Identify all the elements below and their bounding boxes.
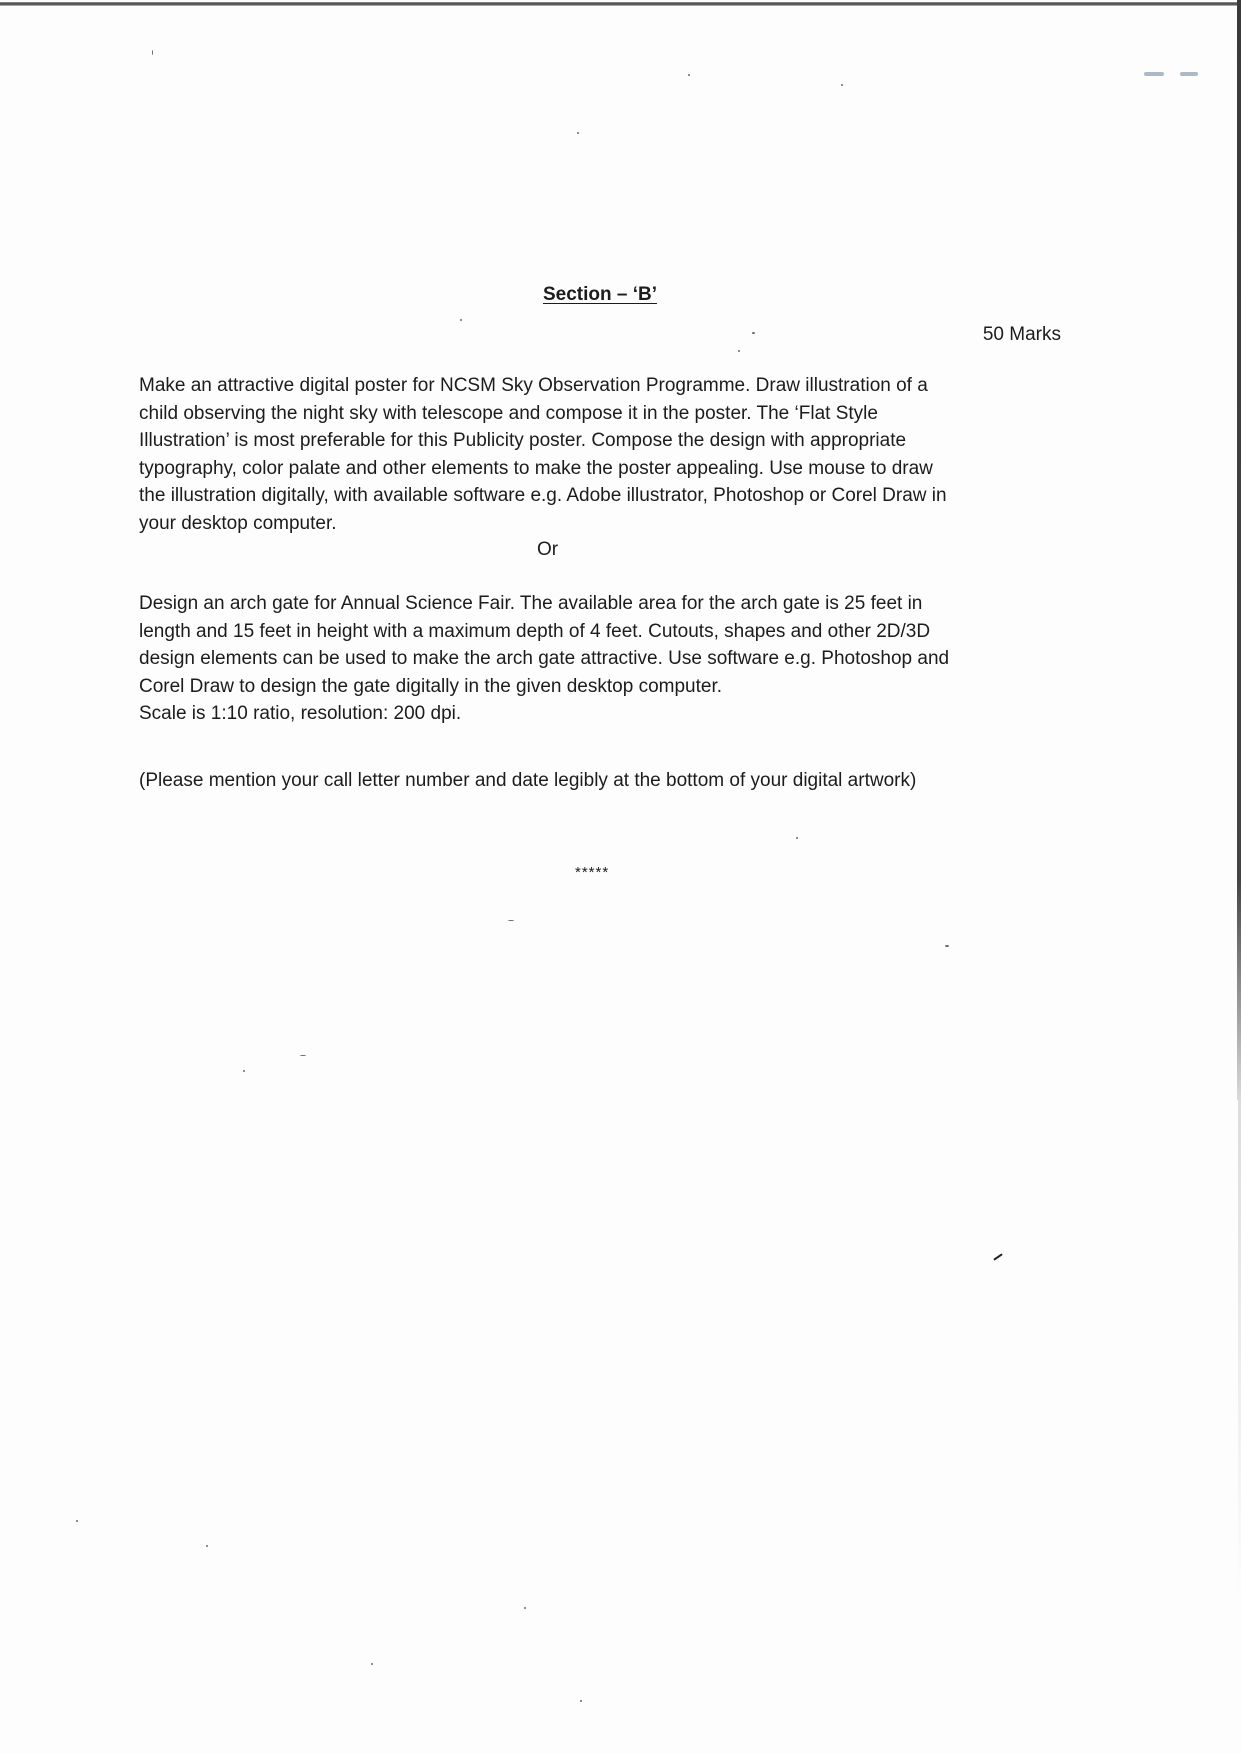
- scan-speck: [580, 1700, 582, 1702]
- or-separator: Or: [537, 539, 559, 560]
- scan-speck: [76, 1520, 78, 1522]
- paragraph-line: Illustration’ is most preferable for this Publicity poster. Compose the design with appropriate: [139, 430, 907, 451]
- scan-top-edge: [0, 2, 1241, 6]
- end-of-section-mark: *****: [575, 864, 610, 881]
- scan-corner-mark: [1180, 72, 1198, 76]
- scan-speck: [524, 1607, 526, 1609]
- paragraph-line: design elements can be used to make the arch gate attractive. Use software e.g. Photoshop and: [139, 648, 950, 669]
- scan-speck: [300, 1055, 306, 1056]
- paragraph-line: Scale is 1:10 ratio, resolution: 200 dpi.: [139, 703, 462, 724]
- scan-speck: [508, 920, 514, 921]
- scan-speck: [371, 1663, 373, 1665]
- scan-corner-mark: [1144, 72, 1164, 76]
- paragraph-line: typography, color palate and other elements to make the poster appealing. Use mouse to draw: [139, 457, 933, 479]
- paragraph-line: Make an attractive digital poster for NCSM Sky Observation Programme. Draw illustration of a: [139, 375, 928, 396]
- pen-mark: [993, 1253, 1002, 1260]
- scan-speck: [752, 332, 755, 334]
- scan-speck: [577, 132, 579, 134]
- paragraph-line: your desktop computer.: [139, 512, 337, 534]
- scan-speck: [206, 1545, 208, 1547]
- scan-speck: [243, 1070, 245, 1072]
- scan-speck: [841, 84, 843, 86]
- paragraph-line: child observing the night sky with telescope and compose it in the poster. The ‘Flat Style: [139, 402, 878, 424]
- scan-speck: [152, 50, 153, 55]
- scan-speck: [688, 74, 690, 76]
- scan-speck: [738, 350, 740, 352]
- marks-label: 50 Marks: [982, 324, 1061, 345]
- section-title: Section – ‘B’: [542, 284, 658, 305]
- scan-speck: [945, 945, 949, 947]
- paragraph-line: length and 15 feet in height with a maximum depth of 4 feet. Cutouts, shapes and other 2D/3D: [139, 620, 931, 642]
- paragraph-line: the illustration digitally, with available software e.g. Adobe illustrator, Photoshop or Corel Draw in: [139, 485, 947, 506]
- scan-speck: [796, 837, 798, 839]
- option-1-paragraph: [139, 372, 1069, 537]
- scan-speck: [460, 319, 462, 321]
- option-2-paragraph: [139, 590, 1069, 728]
- instruction-note: (Please mention your call letter number and date legibly at the bottom of your digital artwork): [139, 770, 917, 791]
- scan-right-edge: [1237, 0, 1241, 1100]
- paragraph-line: Corel Draw to design the gate digitally in the given desktop computer.: [139, 675, 722, 697]
- paragraph-line: Design an arch gate for Annual Science Fair. The available area for the arch gate is 25 feet in: [139, 593, 923, 614]
